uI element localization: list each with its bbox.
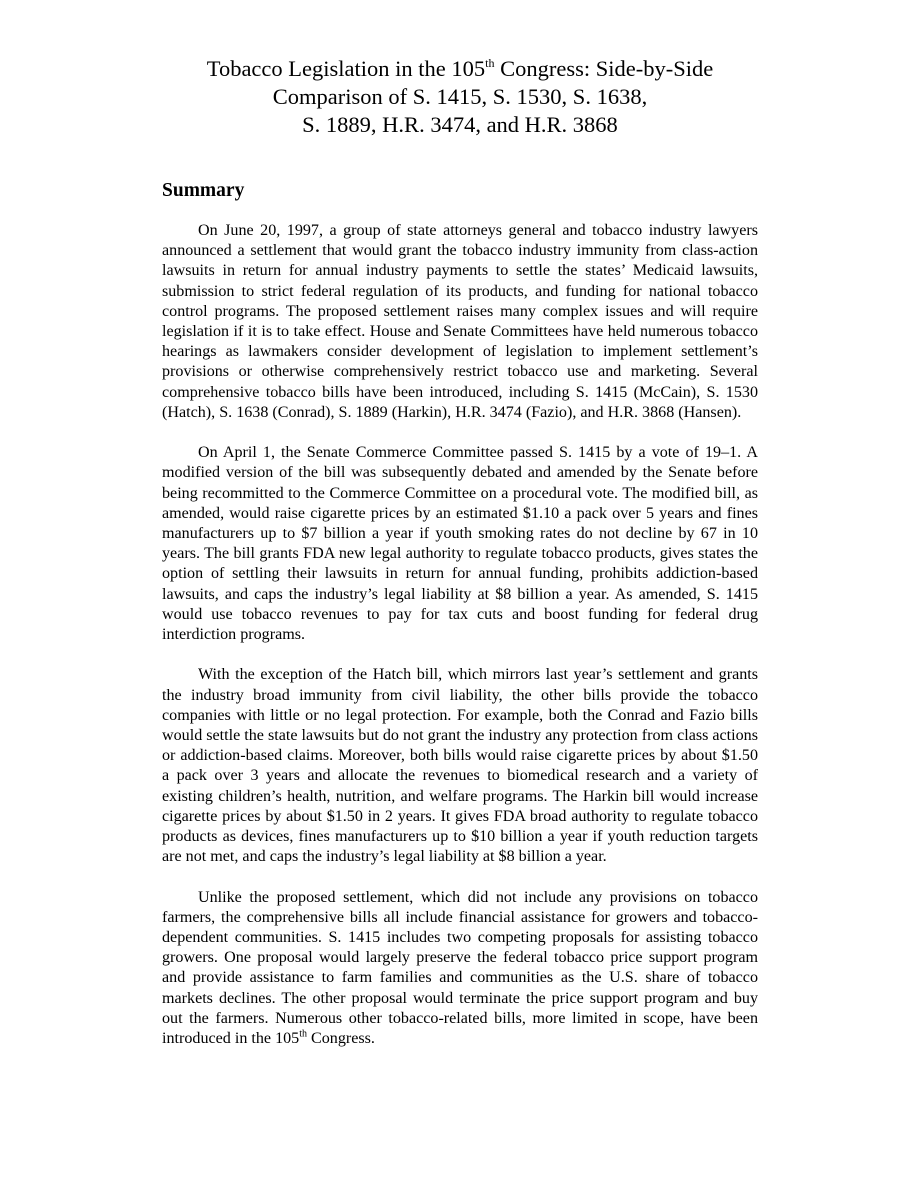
- document-page: [162, 55, 758, 1048]
- title-line-3: S. 1889, H.R. 3474, and H.R. 3868: [302, 112, 618, 137]
- title-line-1: Tobacco Legislation in the 105th Congress: Side-by-Side: [206, 55, 714, 81]
- paragraph-2: On April 1, the Senate Commerce Committee passed S. 1415 by a vote of 19–1. A modified version of the bill was subsequently debated and amended by the Senate before being recommitted to the Commerce Committee on a procedural vote. The modified bill, as amended, would raise cigarette prices by an estimated $1.10 a pack over 5 years and fines manufacturers up to $7 billion a year if youth smoking rates do not decline by 67 in 10 years. The bill grants FDA new legal authority to regulate tobacco products, gives states the option of settling their lawsuits in return for annual funding, prohibits addiction-based lawsuits, and caps the industry’s legal liability at $8 billion a year. As amended, S. 1415 would use tobacco revenues to pay for tax cuts and boost funding for federal drug interdiction programs.: [162, 444, 758, 644]
- document-title: [162, 55, 758, 139]
- title-line-2: Comparison of S. 1415, S. 1530, S. 1638,: [272, 84, 648, 109]
- summary-body: [162, 221, 758, 1069]
- paragraph-1: On June 20, 1997, a group of state attorneys general and tobacco industry lawyers announced a settlement that would grant the tobacco industry immunity from class-action lawsuits in return for annual industry payments to settle the states’ Medicaid lawsuits, submission to strict federal regulation of its products, and funding for national tobacco control programs. The proposed settlement raises many complex issues and will require legislation if it is to take effect. House and Senate Committees have held numerous tobacco hearings as lawmakers consider development of legislation to implement settlement’s provisions or otherwise comprehensively restrict tobacco use and marketing. Several comprehensive tobacco bills have been introduced, including S. 1415 (McCain), S. 1530 (Hatch), S. 1638 (Conrad), S. 1889 (Harkin), H.R. 3474 (Fazio), and H.R. 3868 (Hansen).: [162, 222, 758, 421]
- section-heading-summary: Summary: [162, 180, 245, 201]
- paragraph-3: With the exception of the Hatch bill, which mirrors last year’s settlement and grants the industry broad immunity from civil liability, the other bills provide the tobacco companies with little or no legal protection. For example, both the Conrad and Fazio bills would settle the state lawsuits but do not grant the industry any protection from class actions or addiction-based claims. Moreover, both bills would raise cigarette prices by about $1.50 a pack over 3 years and allocate the revenues to biomedical research and a variety of existing children’s health, nutrition, and welfare programs. The Harkin bill would increase cigarette prices by about $1.50 in 2 years. It gives FDA broad authority to regulate tobacco products as devices, fines manufacturers up to $10 billion a year if youth reduction targets are not met, and caps the industry’s legal liability at $8 billion a year.: [162, 666, 758, 866]
- paragraph-4: Unlike the proposed settlement, which did not include any provisions on tobacco farmers, the comprehensive bills all include financial assistance for growers and tobacco-dependent communities. S. 1415 includes two competing proposals for assisting tobacco growers. One proposal would largely preserve the federal tobacco price support program and provide assistance to farm families and communities as the U.S. share of tobacco markets declines. The other proposal would terminate the price support program and buy out the farmers. Numerous other tobacco-related bills, more limited in scope, have been introduced in the 105th Congress.: [162, 888, 758, 1048]
